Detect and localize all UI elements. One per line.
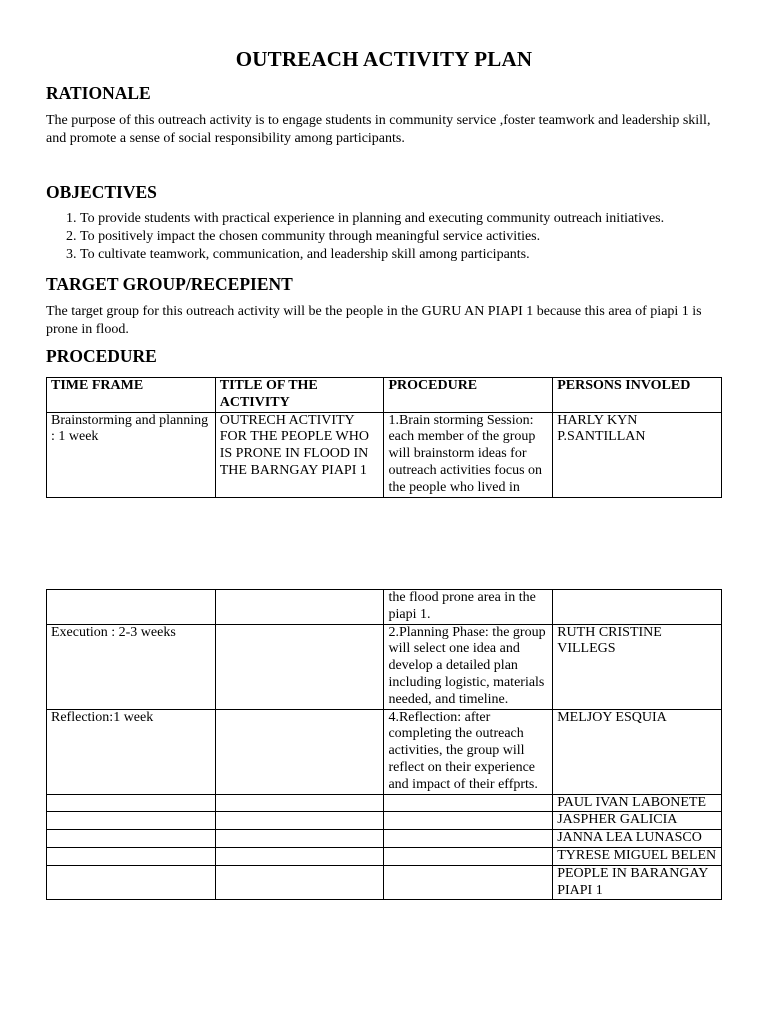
cell-time-frame: Execution : 2-3 weeks [47, 624, 216, 709]
cell-procedure: 1.Brain storming Session: each member of the group will brainstorm ideas for outreach activities focus on the people who lived in [384, 412, 553, 497]
cell-time-frame [47, 847, 216, 865]
cell-title [215, 865, 384, 900]
objectives-heading: OBJECTIVES [46, 182, 157, 202]
header-persons-involved: PERSONS INVOLED [553, 378, 722, 413]
procedure-table-part-2 [46, 589, 722, 900]
cell-time-frame [47, 812, 216, 830]
cell-title [215, 794, 384, 812]
objective-item: 2. To positively impact the chosen community through meaningful service activities. [80, 228, 664, 246]
procedure-table-part-1 [46, 377, 722, 498]
table-row [47, 590, 722, 625]
document-title: OUTREACH ACTIVITY PLAN [235, 47, 533, 71]
target-heading: TARGET GROUP/RECEPIENT [46, 274, 293, 294]
cell-time-frame: Brainstorming and planning : 1 week [47, 412, 216, 497]
cell-title [215, 624, 384, 709]
table-row [47, 865, 722, 900]
cell-title: OUTRECH ACTIVITY FOR THE PEOPLE WHO IS PRONE IN FLOOD IN THE BARNGAY PIAPI 1 [215, 412, 384, 497]
cell-time-frame [47, 590, 216, 625]
header-procedure: PROCEDURE [384, 378, 553, 413]
cell-persons: JASPHER GALICIA [553, 812, 722, 830]
header-title-of-activity: TITLE OF THE ACTIVITY [215, 378, 384, 413]
rationale-text: The purpose of this outreach activity is to engage students in community service ,foster teamwork and leadership skill, and promote a sense of social responsibility among participants. [46, 113, 711, 146]
cell-title [215, 709, 384, 794]
cell-persons: RUTH CRISTINE VILLEGS [553, 624, 722, 709]
table-row [47, 412, 722, 497]
objective-item: 3. To cultivate teamwork, communication, and leadership skill among participants. [80, 246, 664, 264]
table-row [47, 624, 722, 709]
table-row [47, 812, 722, 830]
cell-procedure [384, 830, 553, 848]
cell-time-frame: Reflection:1 week [47, 709, 216, 794]
rationale-heading: RATIONALE [46, 83, 151, 103]
cell-title [215, 590, 384, 625]
header-time-frame: TIME FRAME [47, 378, 216, 413]
cell-time-frame [47, 794, 216, 812]
table-row [47, 847, 722, 865]
cell-persons: JANNA LEA LUNASCO [553, 830, 722, 848]
cell-persons: PAUL IVAN LABONETE [553, 794, 722, 812]
cell-persons: HARLY KYN P.SANTILLAN [553, 412, 722, 497]
cell-procedure: 2.Planning Phase: the group will select one idea and develop a detailed plan including logistic, materials needed, and timeline. [384, 624, 553, 709]
procedure-heading: PROCEDURE [46, 346, 157, 366]
table-row [47, 830, 722, 848]
table-header-row [47, 378, 722, 413]
cell-procedure [384, 794, 553, 812]
cell-title [215, 847, 384, 865]
cell-procedure [384, 812, 553, 830]
cell-persons: MELJOY ESQUIA [553, 709, 722, 794]
cell-title [215, 830, 384, 848]
cell-persons: TYRESE MIGUEL BELEN [553, 847, 722, 865]
cell-procedure [384, 865, 553, 900]
objectives-list [46, 210, 664, 264]
cell-procedure: 4.Reflection: after completing the outreach activities, the group will reflect on their experience and impact of their effprts. [384, 709, 553, 794]
cell-procedure: the flood prone area in the piapi 1. [384, 590, 553, 625]
cell-persons [553, 590, 722, 625]
cell-title [215, 812, 384, 830]
cell-persons: PEOPLE IN BARANGAY PIAPI 1 [553, 865, 722, 900]
objective-item: 1. To provide students with practical experience in planning and executing community outreach initiatives. [80, 210, 664, 228]
target-text: The target group for this outreach activity will be the people in the GURU AN PIAPI 1 because this area of piapi 1 is prone in flood. [46, 304, 702, 337]
cell-time-frame [47, 865, 216, 900]
cell-time-frame [47, 830, 216, 848]
cell-procedure [384, 847, 553, 865]
table-row [47, 794, 722, 812]
table-row [47, 709, 722, 794]
